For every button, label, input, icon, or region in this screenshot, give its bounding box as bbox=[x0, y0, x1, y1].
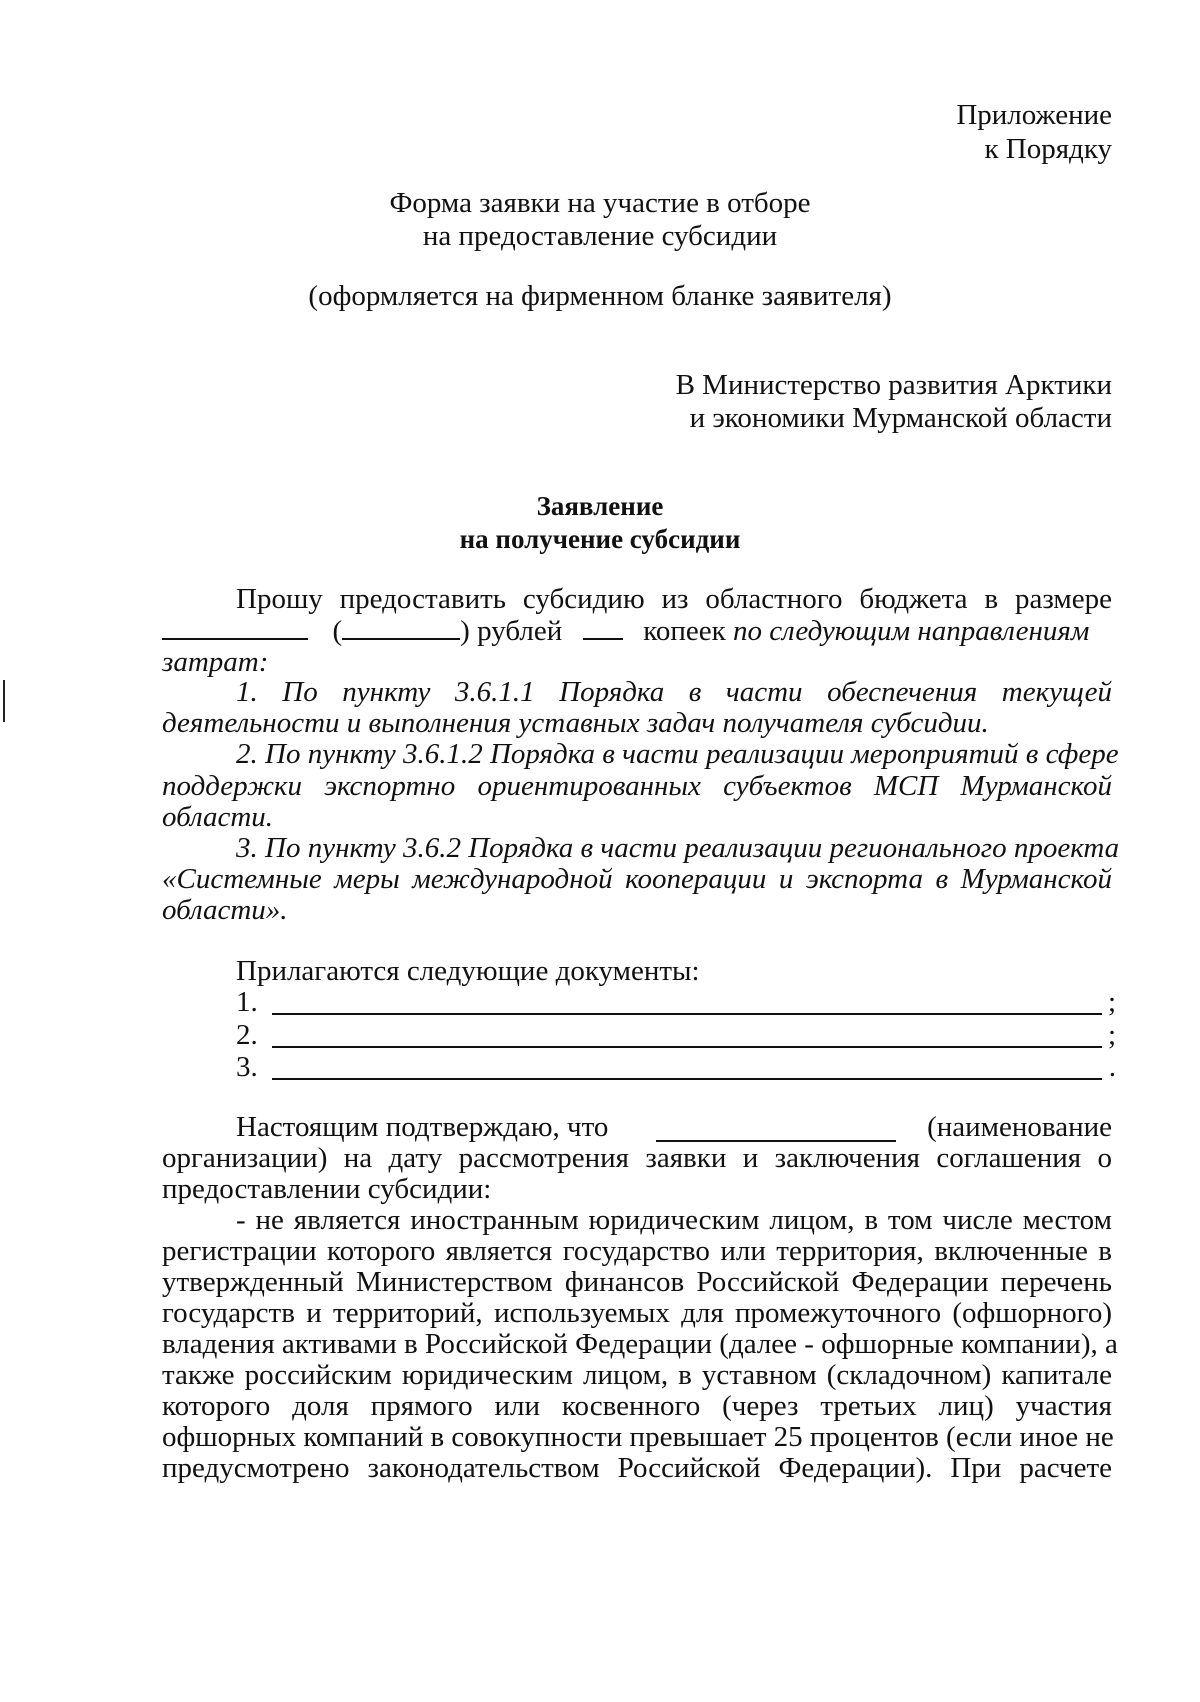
attachments-heading: Прилагаются следующие документы: bbox=[236, 955, 700, 987]
open-paren: ( bbox=[332, 615, 343, 647]
confirmation-start: Настоящим подтверждаю, что bbox=[236, 1111, 609, 1143]
item-3-line3: области». bbox=[162, 894, 288, 926]
bullet-line-9: предусмотрено законодательством Российской Федерации). При расчете bbox=[162, 1452, 1112, 1484]
bullet-line-4: государств и территорий, используемых для промежуточного (офшорного) bbox=[162, 1297, 1112, 1329]
statement-title-line1: Заявление bbox=[536, 491, 664, 521]
item-2-line1: 2. По пункту 3.6.1.2 Порядка в части реализации мероприятий в сфере bbox=[236, 738, 1119, 770]
addressee-line2: и экономики Мурманской области bbox=[689, 402, 1112, 434]
attachment-number: 1. bbox=[236, 986, 258, 1018]
attachment-row-1 bbox=[236, 985, 1116, 1019]
item-3-line2: «Системные меры международной кооперации и экспорта в Мурманской bbox=[162, 863, 1112, 895]
confirmation-line3: предоставлении субсидии: bbox=[162, 1173, 492, 1205]
bullet-line-7: которого доля прямого или косвенного (через третьих лиц) участия bbox=[162, 1390, 1112, 1422]
bullet-line-3: утвержденный Министерством финансов Российской Федерации перечень bbox=[162, 1266, 1112, 1298]
item-1-line2: деятельности и выполнения уставных задач получателя субсидии. bbox=[162, 707, 989, 739]
attachment-blank[interactable] bbox=[272, 1046, 1102, 1048]
attachment-row-3 bbox=[236, 1050, 1116, 1084]
amount-blank[interactable] bbox=[162, 614, 308, 640]
kopecks-blank[interactable] bbox=[583, 614, 623, 640]
kopecks-label: копеек bbox=[643, 615, 726, 647]
bullet-line-8: офшорных компаний в совокупности превышает 25 процентов (если иное не bbox=[162, 1421, 1114, 1453]
request-line2 bbox=[162, 614, 1112, 648]
attachment-end-mark: ; bbox=[1107, 1019, 1116, 1051]
statement-title-line2: на получение субсидии bbox=[459, 524, 741, 554]
attachment-blank[interactable] bbox=[272, 1013, 1102, 1015]
bullet-line-5: владения активами в Российской Федерации (далее - офшорные компании), а bbox=[162, 1328, 1118, 1360]
rubles-label: ) рублей bbox=[460, 615, 563, 647]
item-2-line2: поддержки экспортно ориентированных субъектов МСП Мурманской bbox=[162, 770, 1112, 802]
item-3-line1: 3. По пункту 3.6.2 Порядка в части реализации регионального проекта bbox=[236, 832, 1120, 864]
bullet-line-1: - не является иностранным юридическим лицом, в том числе местом bbox=[236, 1204, 1112, 1236]
attachment-number: 3. bbox=[236, 1051, 258, 1083]
request-line1: Прошу предоставить субсидию из областного бюджета в размере bbox=[236, 583, 1112, 615]
scan-artifact-mark bbox=[3, 680, 5, 722]
item-1-line1: 1. По пункту 3.6.1.1 Порядка в части обеспечения текущей bbox=[236, 676, 1112, 708]
bullet-line-6: также российским юридическим лицом, в уставном (складочном) капитале bbox=[162, 1359, 1112, 1391]
form-title-line1: Форма заявки на участие в отборе bbox=[389, 187, 811, 219]
item-2-line3: области. bbox=[162, 801, 274, 833]
organization-name-hint: (наименование bbox=[927, 1111, 1112, 1143]
attachment-end-mark: . bbox=[1108, 1051, 1116, 1083]
amount-in-words-blank[interactable] bbox=[342, 614, 460, 640]
request-line3: затрат: bbox=[162, 646, 269, 678]
attachment-blank[interactable] bbox=[272, 1078, 1102, 1080]
addressee-line1: В Министерство развития Арктики bbox=[675, 369, 1112, 401]
attachment-row-2 bbox=[236, 1018, 1116, 1052]
directions-label: по следующим направлениям bbox=[732, 615, 1090, 647]
confirmation-line1 bbox=[236, 1110, 1112, 1144]
organization-name-blank[interactable] bbox=[656, 1116, 896, 1142]
form-title-line2: на предоставление субсидии bbox=[422, 220, 778, 252]
attachment-end-mark: ; bbox=[1107, 986, 1116, 1018]
annex-label: Приложение bbox=[956, 99, 1112, 131]
bullet-line-2: регистрации которого является государство или территория, включенные в bbox=[162, 1235, 1112, 1267]
confirmation-line2: организации) на дату рассмотрения заявки и заключения соглашения о bbox=[162, 1142, 1112, 1174]
annex-reference: к Порядку bbox=[984, 133, 1112, 165]
attachment-number: 2. bbox=[236, 1019, 258, 1051]
form-note: (оформляется на фирменном бланке заявителя) bbox=[308, 280, 892, 312]
